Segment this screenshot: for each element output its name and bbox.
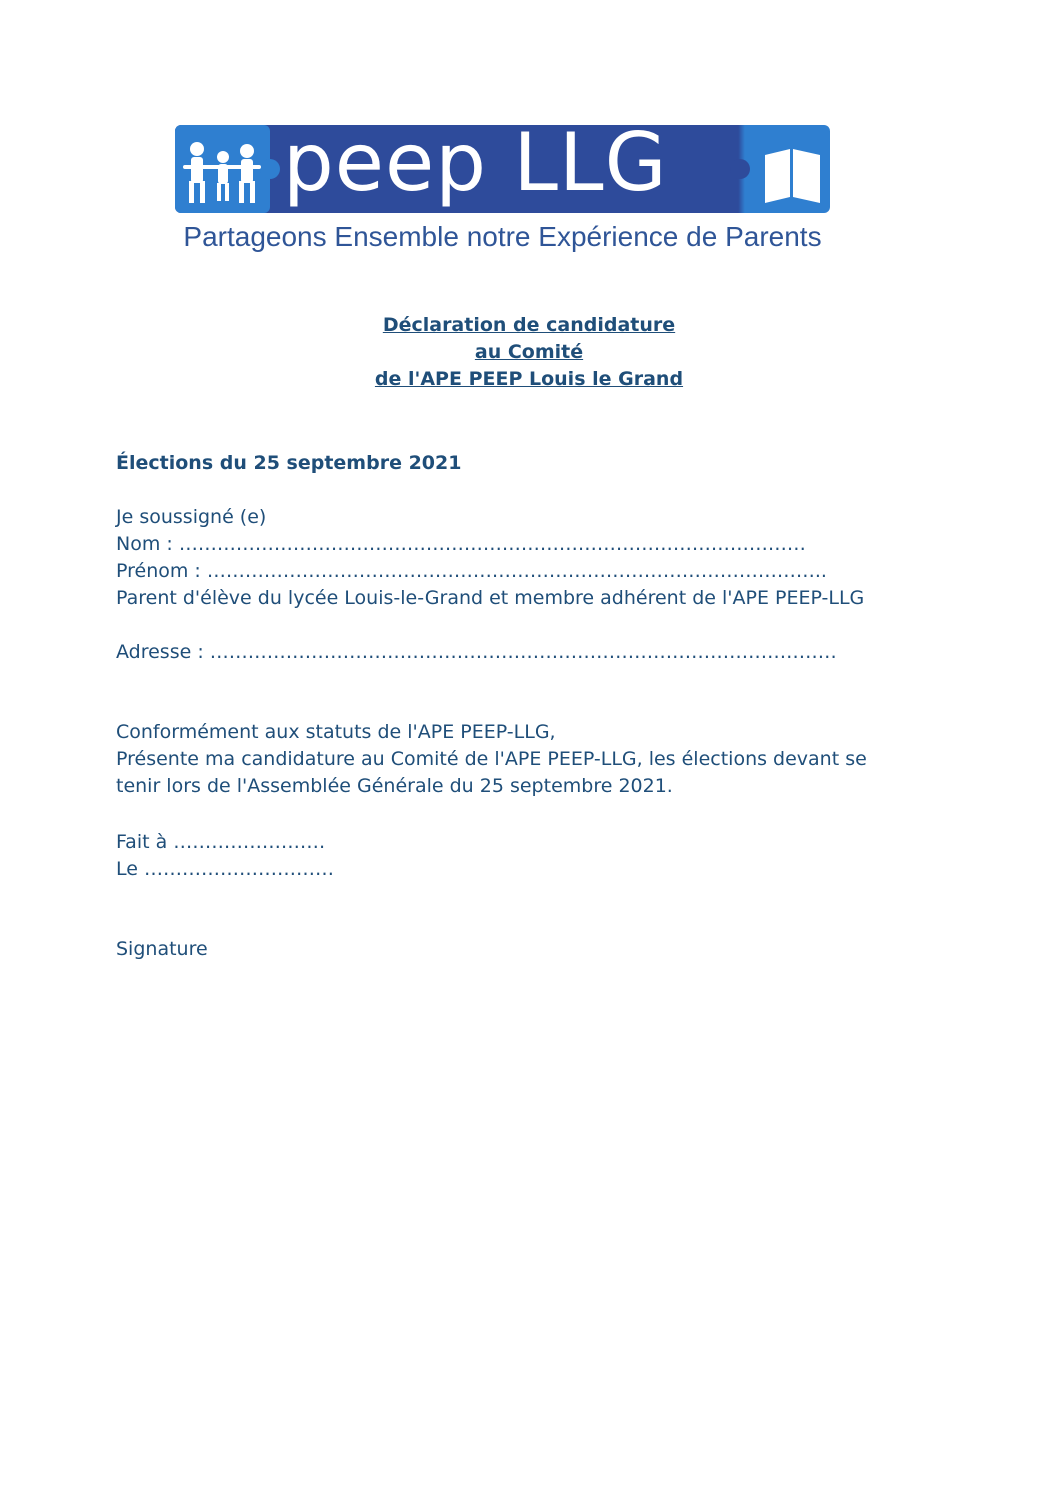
title-line-1: Déclaration de candidature — [382, 314, 676, 336]
title-line-3: de l'APE PEEP Louis le Grand — [374, 368, 684, 390]
peep-llg-logo — [175, 116, 830, 255]
nom-field: Nom : ……………………………………………………………………………………… — [116, 533, 806, 555]
logo-text: peep LLG — [283, 116, 668, 209]
adresse-field: Adresse : ……………………………………………………………………………………… — [116, 641, 837, 663]
body-line-1: Conformément aux statuts de l'APE PEEP-LLG, — [116, 721, 556, 743]
elections-heading: Élections du 25 septembre 2021 — [116, 452, 462, 474]
signature-label: Signature — [116, 938, 208, 960]
fait-a-field: Fait à …………………… — [116, 831, 326, 853]
body-line-2: Présente ma candidature au Comité de l'APE PEEP-LLG, les élections devant se — [116, 748, 867, 770]
soussigne-line: Je soussigné (e) — [116, 506, 267, 528]
prenom-field: Prénom : …………………………………………………………………………………….. — [116, 560, 827, 582]
document-title — [0, 312, 1058, 393]
logo-tagline: Partageons Ensemble notre Expérience de Parents — [183, 221, 822, 252]
title-line-2: au Comité — [474, 341, 584, 363]
parent-line: Parent d'élève du lycée Louis-le-Grand et membre adhérent de l'APE PEEP-LLG — [116, 587, 865, 609]
date-field: Le ………………………… — [116, 858, 334, 880]
body-line-3: tenir lors de l'Assemblée Générale du 25 septembre 2021. — [116, 775, 673, 797]
